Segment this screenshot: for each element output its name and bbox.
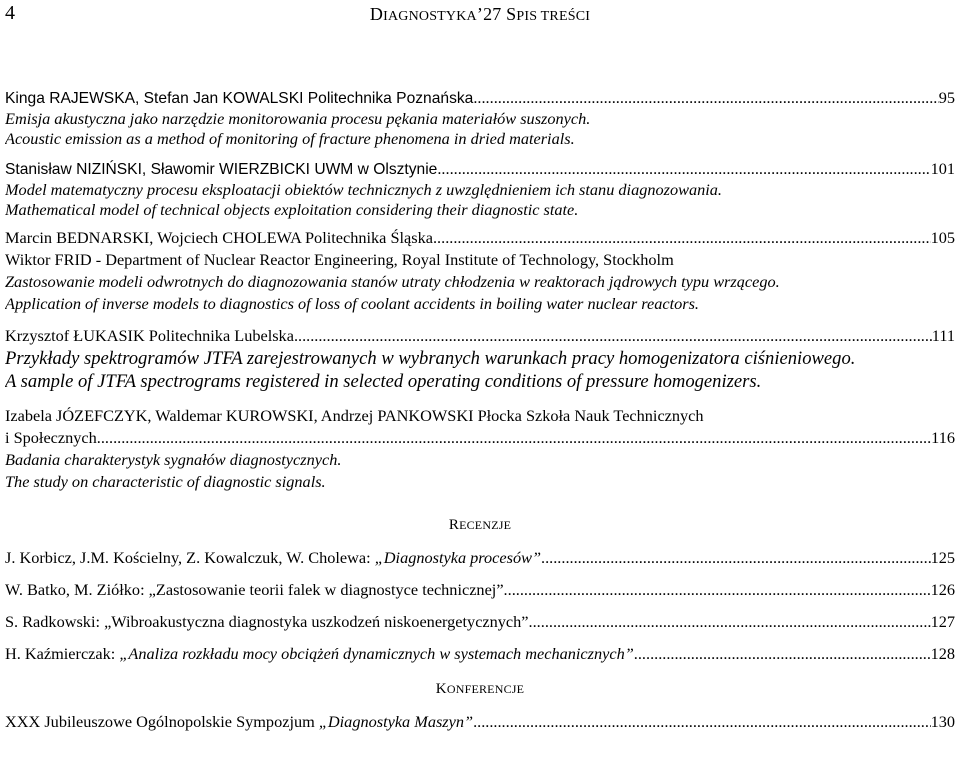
leader-dots xyxy=(97,427,931,449)
toc-entry[interactable] xyxy=(5,88,955,149)
leader-dots xyxy=(504,579,931,601)
entry-title-pl: Badania charakterystyk sygnałów diagnostycznych. xyxy=(5,450,342,469)
entry-page: 111 xyxy=(931,326,955,345)
entry-page: 116 xyxy=(931,428,955,447)
entry-title-pl: Przykłady spektrogramów JTFA zarejestrowanych w wybranych warunkach pracy homogenizatora ciśnieniowego. xyxy=(5,348,856,369)
entry-title-en: Application of inverse models to diagnostics of loss of coolant accidents in boiling water nuclear reactors. xyxy=(5,294,699,313)
entry-authors-cont: i Społecznych xyxy=(5,428,97,447)
review-item[interactable] xyxy=(5,643,955,665)
review-page: 126 xyxy=(930,580,955,599)
entry-authors: Stanisław NIZIŃSKI, Sławomir WIERZBICKI UWM w Olsztynie xyxy=(5,161,438,178)
leader-dots xyxy=(433,227,931,249)
toc-entry[interactable] xyxy=(5,325,955,393)
entry-authors: Marcin BEDNARSKI, Wojciech CHOLEWA Politechnika Śląska xyxy=(5,228,433,247)
page-number: 4 xyxy=(5,2,15,24)
toc-entry[interactable] xyxy=(5,405,955,493)
review-authors: J. Korbicz, J.M. Kościelny, Z. Kowalczuk, W. Cholewa: xyxy=(5,548,375,567)
entry-title-en: A sample of JTFA spectrograms registered in selected operating conditions of pressure homogenizers. xyxy=(5,371,762,392)
leader-dots xyxy=(473,711,931,733)
entry-page: 95 xyxy=(938,88,955,107)
running-title-cap1: D xyxy=(369,4,384,24)
running-title xyxy=(0,4,960,25)
review-title: „Analiza rozkładu mocy obciążeń dynamicznych w systemach mechanicznych” xyxy=(119,644,634,663)
leader-dots xyxy=(634,643,931,665)
entry-authors-secondary: Wiktor FRID - Department of Nuclear Reactor Engineering, Royal Institute of Technology, Stockholm xyxy=(5,250,674,269)
running-title-small1: IAGNOSTYKA xyxy=(383,9,477,24)
conference-name: XXX Jubileuszowe Ogólnopolskie Sympozjum xyxy=(5,712,319,731)
review-item[interactable] xyxy=(5,547,955,569)
running-title-number: ’27 xyxy=(476,4,507,24)
review-item[interactable] xyxy=(5,611,955,633)
review-authors: W. Batko, M. Ziółko: xyxy=(5,580,149,599)
entry-authors: Kinga RAJEWSKA, Stefan Jan KOWALSKI Politechnika Poznańska xyxy=(5,90,474,107)
entry-title-en: Acoustic emission as a method of monitoring of fracture phenomena in dried materials. xyxy=(5,129,575,148)
toc-entry[interactable] xyxy=(5,159,955,220)
entry-page: 105 xyxy=(930,228,955,247)
page-header xyxy=(0,2,960,28)
conference-title: „Diagnostyka Maszyn” xyxy=(318,712,474,731)
leader-dots xyxy=(529,611,931,633)
entry-title-pl: Zastosowanie modeli odwrotnych do diagnozowania stanów utraty chłodzenia w reaktorach jądrowych typu wrzącego. xyxy=(5,272,780,291)
leader-dots xyxy=(437,159,930,179)
running-title-small2: PIS TREŚCI xyxy=(516,9,591,24)
conference-item[interactable] xyxy=(5,711,955,733)
review-authors: H. Kaźmierczak: xyxy=(5,644,120,663)
conference-page: 130 xyxy=(930,712,955,731)
section-heading-konferencje: KONFERENCJE xyxy=(435,681,525,697)
entry-title-en: Mathematical model of technical objects exploitation considering their diagnostic state. xyxy=(5,200,579,219)
review-page: 128 xyxy=(930,644,955,663)
review-page: 125 xyxy=(930,548,955,567)
review-title: „Zastosowanie teorii falek w diagnostyce technicznej” xyxy=(148,580,504,599)
leader-dots xyxy=(294,325,932,347)
review-item[interactable] xyxy=(5,579,955,601)
entry-authors: Krzysztof ŁUKASIK Politechnika Lubelska xyxy=(5,326,294,345)
leader-dots xyxy=(541,547,931,569)
entry-page: 101 xyxy=(930,159,955,178)
leader-dots xyxy=(473,88,938,108)
review-title: „Diagnostyka procesów” xyxy=(374,548,542,567)
table-of-contents xyxy=(5,88,955,733)
entry-authors: Izabela JÓZEFCZYK, Waldemar KUROWSKI, Andrzej PANKOWSKI Płocka Szkoła Nauk Technicznych xyxy=(5,406,704,425)
running-title-cap2: S xyxy=(506,4,517,24)
entry-title-pl: Model matematyczny procesu eksploatacji obiektów technicznych z uwzględnieniem ich stanu diagnozowania. xyxy=(5,180,722,199)
entry-title-en: The study on characteristic of diagnostic signals. xyxy=(5,472,326,491)
review-authors: S. Radkowski: xyxy=(5,612,105,631)
entry-title-pl: Emisja akustyczna jako narzędzie monitorowania procesu pękania materiałów suszonych. xyxy=(5,109,591,128)
section-heading-recenzje: RECENZJE xyxy=(448,517,512,533)
toc-entry[interactable] xyxy=(5,227,955,315)
review-page: 127 xyxy=(930,612,955,631)
review-title: „Wibroakustyczna diagnostyka uszkodzeń niskoenergetycznych” xyxy=(104,612,529,631)
